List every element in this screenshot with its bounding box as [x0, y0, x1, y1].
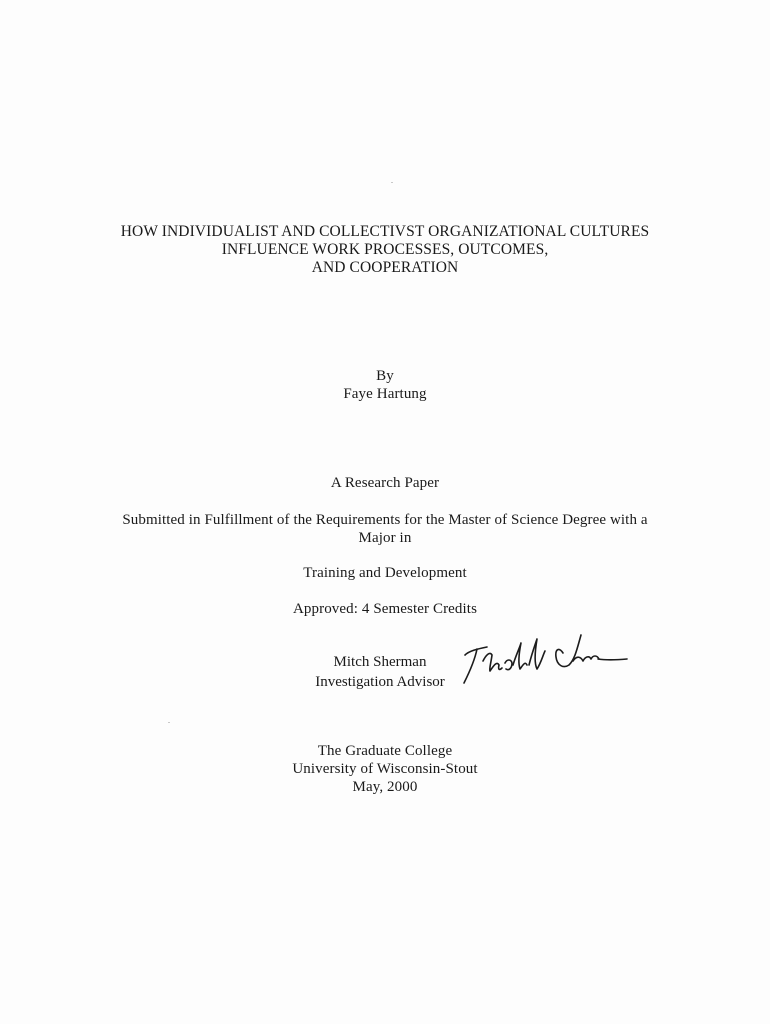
graduate-college: The Graduate College — [317, 743, 453, 759]
requirements-line-1: Submitted in Fulfillment of the Requirements for the Master of Science Degree with a — [122, 512, 648, 528]
advisor-role: Investigation Advisor — [315, 674, 445, 690]
advisor-block — [300, 652, 460, 692]
paper-type: A Research Paper — [330, 475, 440, 491]
scan-speck — [391, 182, 393, 183]
title-line-1: HOW INDIVIDUALIST AND COLLECTIVST ORGANIZATIONAL CULTURES — [120, 223, 650, 240]
author-name: Faye Hartung — [343, 386, 427, 402]
requirements-line-2: Major in — [358, 530, 412, 546]
title-line-3: AND COOPERATION — [311, 259, 459, 276]
credits-approved: Approved: 4 Semester Credits — [292, 601, 477, 617]
university-name: University of Wisconsin-Stout — [292, 761, 478, 777]
by-label: By — [376, 368, 394, 384]
scan-speck — [168, 722, 170, 723]
submission-date: May, 2000 — [352, 779, 418, 795]
title-line-2: INFLUENCE WORK PROCESSES, OUTCOMES, — [221, 241, 549, 258]
advisor-signature — [455, 625, 635, 690]
advisor-name: Mitch Sherman — [333, 654, 427, 670]
major-field: Training and Development — [303, 565, 467, 581]
